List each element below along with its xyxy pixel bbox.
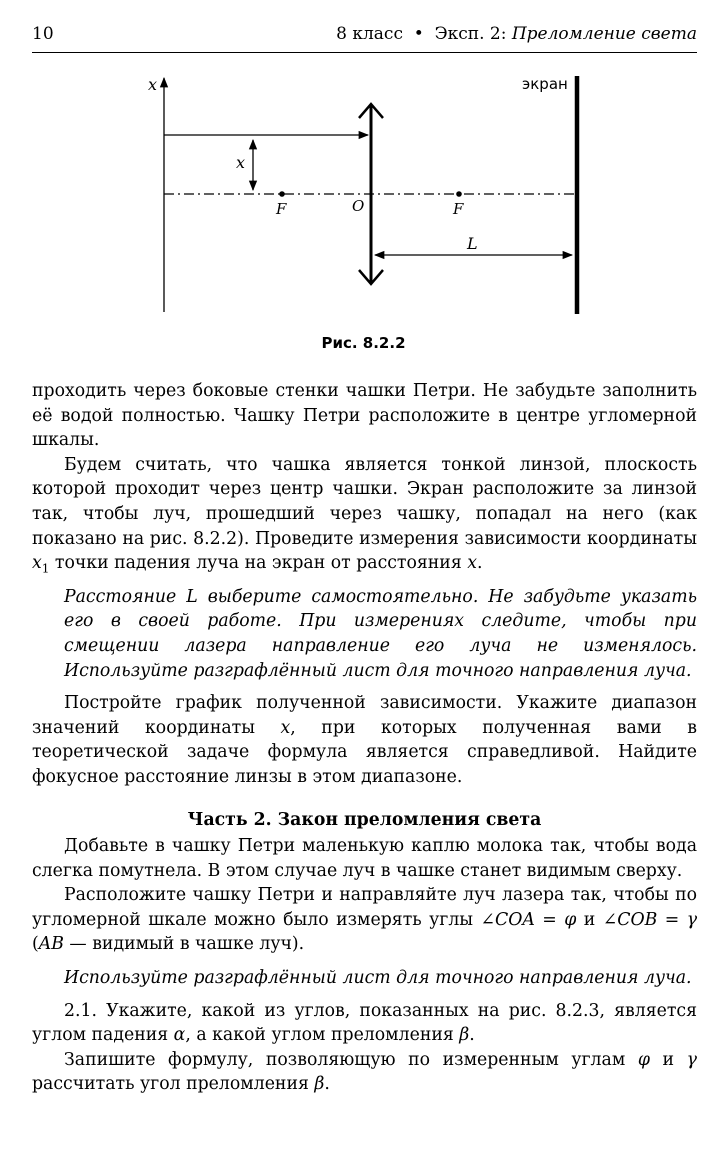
paragraph: Будем считать, что чашка является тонкой линзой, плоскость которой проходит через центр чашки. Экран расположите за линзой так, чтобы луч, прошедший через чашку, попадал на него (как показано на рис. 8.2.2). Проведите измерения зависимости координаты $x_1$ точки падения луча на экран от расстояния x. [32, 454, 697, 576]
center-label: O [352, 197, 365, 215]
figure-caption: Рис. 8.2.2 [321, 334, 406, 352]
x-distance-label: x [236, 153, 246, 172]
page-number: 10 [32, 24, 54, 44]
screen-label: экран [522, 75, 568, 93]
paragraph: Расположите чашку Петри и направляйте луч лазера так, чтобы по угломерной шкале можно было измерять углы ∠COA = φ и ∠COB = γ (AB — видимый в чашке луч). [32, 885, 698, 955]
paragraph: проходить через боковые стенки чашки Петри. Не забудьте заполнить её водой полностью. Чашку Петри расположите в центре угломерной шкалы. [32, 381, 697, 451]
page-header [32, 24, 697, 50]
note: Используйте разграфлённый лист для точного направления луча. [64, 968, 692, 989]
focus-right-dot [456, 191, 462, 197]
lens-diagram [140, 66, 600, 326]
section-title: Часть 2. Закон преломления света [187, 809, 542, 830]
header-rule [32, 52, 697, 53]
focus-right-label: F [453, 200, 464, 218]
focus-left-label: F [276, 200, 287, 218]
note: Расстояние L выберите самостоятельно. Не забудьте указать его в своей работе. При измерениях следите, чтобы при смещении лазера направление его луча не изменялось. Используйте разграфлённый лист для точного направления луча. [64, 586, 697, 681]
running-title-italic: Преломление света [511, 24, 697, 44]
paragraph: Добавьте в чашку Петри маленькую каплю молока так, чтобы вода слегка помутнела. В этом случае луч в чашке станет видимым сверху. [32, 836, 697, 881]
focus-left-dot [279, 191, 285, 197]
body-text [32, 379, 697, 1097]
running-title-plain: 8 класс • Эксп. 2: [336, 24, 512, 44]
distance-label: L [467, 234, 478, 253]
paragraph: Постройте график полученной зависимости. Укажите диапазон значений координаты x, при которых полученная вами в теоретической задаче формула является справедливой. Найдите фокусное расстояние линзы в этом диапазоне. [32, 693, 697, 787]
x-axis-label: x [148, 75, 158, 94]
running-title [336, 24, 697, 44]
paragraph: 2.1. Укажите, какой из углов, показанных на рис. 8.2.3, является углом падения α, а какой углом преломления β. [32, 1000, 697, 1046]
paragraph: Запишите формулу, позволяющую по измеренным углам φ и γ рассчитать угол преломления β. [32, 1049, 697, 1095]
